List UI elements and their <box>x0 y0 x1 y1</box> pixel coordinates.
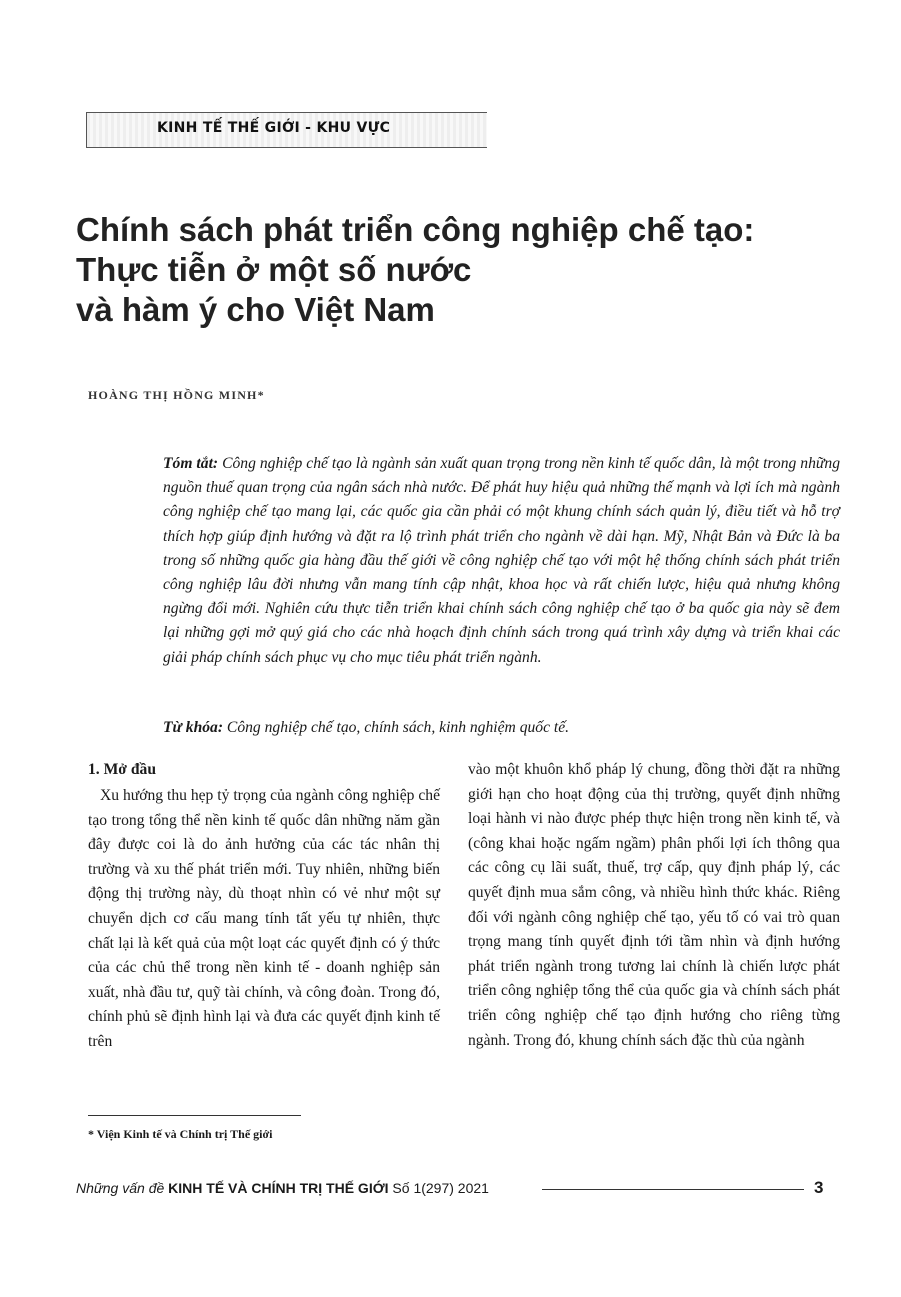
section-heading: 1. Mở đầu <box>88 761 156 778</box>
section-banner-label: KINH TẾ THẾ GIỚI - KHU VỰC <box>157 120 391 136</box>
keywords <box>163 719 840 737</box>
page-footer <box>76 1180 489 1196</box>
footnote: * Viện Kinh tế và Chính trị Thế giới <box>88 1127 273 1141</box>
article-title <box>76 210 836 330</box>
body-paragraph: Xu hướng thu hẹp tỷ trọng của ngành công nghiệp chế tạo trong tổng thể nền kinh tế quốc dân những năm gần đây được coi là do ảnh hưởng của các tác nhân thị trường và xu thế phát triển mới. Tuy nhiên, những biến động thị trường này, dù thoạt nhìn có vẻ như một sự chuyển dịch cơ cấu mang tính tất yếu tự nhiên, thực chất lại là kết quả của một loạt các quyết định có ý thức của các chủ thể trong nền kinh tế - doanh nghiệp sản xuất, nhà đầu tư, quỹ tài chính, và công đoàn. Trong đó, chính phủ sẽ định hình lại và đưa các quyết định kinh tế trên <box>88 787 440 1050</box>
body-column-right <box>468 758 840 1053</box>
footer-divider <box>542 1189 804 1190</box>
section-banner <box>86 112 487 148</box>
abstract-label: Tóm tắt: <box>163 455 219 472</box>
abstract <box>163 452 840 670</box>
body-column-left <box>88 758 440 1055</box>
abstract-text: Công nghiệp chế tạo là ngành sản xuất quan trọng trong nền kinh tế quốc dân, là một trong những nguồn thuế quan trọng của ngân sách nhà nước. Để phát huy hiệu quả những thế mạnh và lợi ích mà ngành công nghiệp chế tạo mang lại, các quốc gia cần phải có một khung chính sách quản lý, điều tiết và hỗ trợ thích hợp giúp định hướng và đặt ra lộ trình phát triển cho ngành về dài hạn. Mỹ, Nhật Bản và Đức là ba trong số những quốc gia hàng đầu thế giới về công nghiệp chế tạo với một hệ thống chính sách phát triển công nghiệp lâu đời nhưng vẫn mang tính cập nhật, khoa học và rất chiến lược, hiệu quả nhưng không ngừng đổi mới. Nghiên cứu thực tiễn triển khai chính sách công nghiệp chế tạo ở ba quốc gia này sẽ đem lại những gợi mở quý giá cho các nhà hoạch định chính sách trong quá trình xây dựng và triển khai các giải pháp chính sách phục vụ cho mục tiêu phát triển ngành. <box>163 455 840 666</box>
body-paragraph: vào một khuôn khổ pháp lý chung, đồng thời đặt ra những giới hạn cho hoạt động của thị trường, quyết định những loại hành vi nào được phép thực hiện trong nền kinh tế, và (công khai hoặc ngấm ngầm) phân phối lợi ích thông qua các công cụ lãi suất, thuế, trợ cấp, quy định pháp lý, các quyết định mua sắm công, và nhiều hình thức khác. Riêng đối với ngành công nghiệp chế tạo, yếu tố có vai trò quan trọng mang tính quyết định tới tầm nhìn và định hướng phát triển ngành trong tương lai chính là chiến lược phát triển công nghiệp tổng thể của quốc gia và chính sách phát triển công nghiệp chế tạo định hướng cho riêng từng ngành. Trong đó, khung chính sách đặc thù của ngành <box>468 761 840 1049</box>
footer-journal: KINH TẾ VÀ CHÍNH TRỊ THẾ GIỚI <box>168 1180 389 1196</box>
keywords-text: Công nghiệp chế tạo, chính sách, kinh nghiệm quốc tế. <box>223 719 570 736</box>
footnote-divider <box>88 1115 301 1116</box>
title-line: Thực tiễn ở một số nước <box>76 251 472 288</box>
page-number: 3 <box>814 1178 824 1197</box>
footer-issue: Số 1(297) 2021 <box>388 1180 489 1196</box>
title-line: và hàm ý cho Việt Nam <box>76 291 435 328</box>
title-line: Chính sách phát triển công nghiệp chế tạo: <box>76 211 755 248</box>
author-name: HOÀNG THỊ HỒNG MINH* <box>88 388 265 402</box>
keywords-label: Từ khóa: <box>163 719 224 736</box>
footer-prefix: Những vấn đề <box>76 1180 169 1196</box>
